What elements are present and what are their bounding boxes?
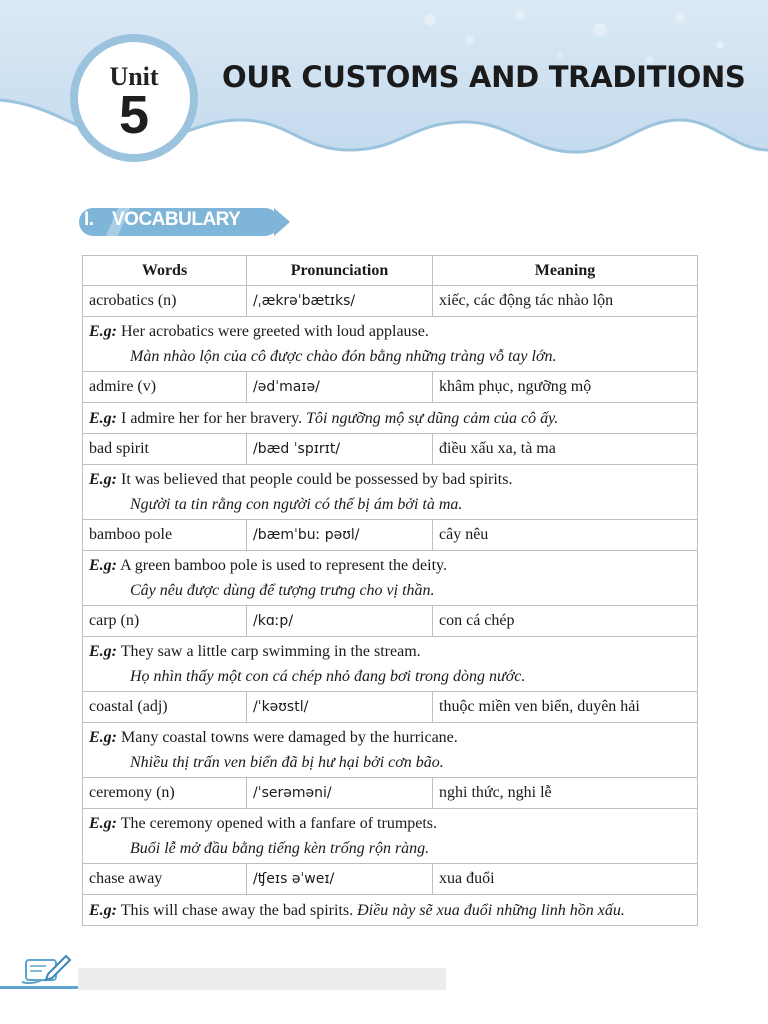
unit-number: 5 — [118, 85, 150, 145]
example-english: The ceremony opened with a fanfare of trumpets. — [120, 815, 438, 832]
footer-bar — [78, 968, 446, 990]
example-vietnamese: Buổi lễ mở đầu bằng tiếng kèn trống rộn ràng. — [130, 840, 430, 857]
table-row — [83, 520, 698, 551]
pronunciation-cell: /ʧeɪs əˈweɪ/ — [247, 864, 433, 895]
word-cell: coastal (adj) — [83, 692, 247, 723]
word-cell: carp (n) — [83, 606, 247, 637]
example-row — [83, 723, 698, 778]
example-vietnamese: Người ta tin rằng con người có thể bị ám bởi tà ma. — [130, 496, 463, 513]
meaning-cell: con cá chép — [433, 606, 698, 637]
pronunciation-cell: /ədˈmaɪə/ — [247, 372, 433, 403]
column-header-words: Words — [83, 256, 247, 286]
example-english: Her acrobatics were greeted with loud applause. — [121, 323, 429, 340]
example-vietnamese: Họ nhìn thấy một con cá chép nhỏ đang bơi trong dòng nước. — [130, 668, 526, 685]
table-row — [83, 286, 698, 317]
pronunciation-cell: /bæmˈbuː pəʊl/ — [247, 520, 433, 551]
column-header-pronunciation: Pronunciation — [247, 256, 433, 286]
example-english: This will chase away the bad spirits. — [120, 901, 354, 919]
example-cell — [83, 403, 698, 434]
example-english: A green bamboo pole is used to represent the deity. — [120, 557, 447, 574]
example-vietnamese: Màn nhào lộn của cô được chào đón bằng những tràng vỗ tay lớn. — [130, 348, 557, 365]
table-row — [83, 692, 698, 723]
pronunciation-cell: /ˌækrəˈbætɪks/ — [247, 286, 433, 317]
example-cell — [83, 895, 698, 926]
vocabulary-table — [82, 255, 698, 926]
meaning-cell: nghi thức, nghi lễ — [433, 778, 698, 809]
table-row — [83, 434, 698, 465]
pronunciation-cell: /bæd ˈspɪrɪt/ — [247, 434, 433, 465]
meaning-cell: điều xấu xa, tà ma — [433, 434, 698, 465]
example-vietnamese: Cây nêu được dùng để tượng trưng cho vị thần. — [130, 582, 435, 599]
unit-label: Unit — [109, 62, 159, 91]
table-row — [83, 606, 698, 637]
pronunciation-cell: /ˈkəʊstl/ — [247, 692, 433, 723]
example-label: E.g: — [89, 471, 117, 488]
example-label: E.g: — [89, 409, 117, 427]
pronunciation-cell: /kɑːp/ — [247, 606, 433, 637]
example-english: It was believed that people could be possessed by bad spirits. — [121, 471, 513, 488]
example-english: They saw a little carp swimming in the stream. — [120, 643, 421, 660]
section-title: VOCABULARY — [112, 209, 241, 230]
table-row — [83, 372, 698, 403]
word-cell: bamboo pole — [83, 520, 247, 551]
example-row — [83, 551, 698, 606]
example-vietnamese: Nhiều thị trấn ven biển đã bị hư hại bởi cơn bão. — [130, 754, 444, 771]
word-cell: acrobatics (n) — [83, 286, 247, 317]
word-cell: admire (v) — [83, 372, 247, 403]
word-cell: ceremony (n) — [83, 778, 247, 809]
pronunciation-cell: /ˈserəməni/ — [247, 778, 433, 809]
meaning-cell: cây nêu — [433, 520, 698, 551]
example-cell — [83, 551, 698, 606]
table-header-row — [83, 256, 698, 286]
example-label: E.g: — [89, 643, 117, 660]
example-label: E.g: — [89, 557, 117, 574]
example-english: I admire her for her bravery. — [121, 409, 303, 427]
example-row — [83, 895, 698, 926]
section-heading — [84, 209, 240, 231]
word-cell: chase away — [83, 864, 247, 895]
table-row — [83, 778, 698, 809]
section-number: I. — [84, 209, 94, 230]
example-cell — [83, 465, 698, 520]
example-label: E.g: — [89, 729, 117, 746]
example-vietnamese: Tôi ngưỡng mộ sự dũng cảm của cô ấy. — [306, 409, 559, 427]
word-cell: bad spirit — [83, 434, 247, 465]
example-cell — [83, 809, 698, 864]
unit-title: OUR CUSTOMS AND TRADITIONS — [222, 60, 746, 94]
example-row — [83, 465, 698, 520]
pencil-writing-icon — [18, 950, 74, 990]
example-cell — [83, 317, 698, 372]
example-english: Many coastal towns were damaged by the hurricane. — [121, 729, 458, 746]
meaning-cell: khâm phục, ngưỡng mộ — [433, 372, 698, 403]
example-cell — [83, 723, 698, 778]
example-label: E.g: — [89, 901, 117, 919]
table-row — [83, 864, 698, 895]
example-row — [83, 809, 698, 864]
example-vietnamese: Điều này sẽ xua đuổi những linh hồn xấu. — [357, 901, 625, 919]
meaning-cell: xua đuổi — [433, 864, 698, 895]
meaning-cell: xiếc, các động tác nhào lộn — [433, 286, 698, 317]
meaning-cell: thuộc miền ven biển, duyên hải — [433, 692, 698, 723]
example-row — [83, 637, 698, 692]
column-header-meaning: Meaning — [433, 256, 698, 286]
example-row — [83, 317, 698, 372]
example-cell — [83, 637, 698, 692]
example-label: E.g: — [89, 815, 117, 832]
example-row — [83, 403, 698, 434]
unit-badge — [70, 34, 198, 162]
example-label: E.g: — [89, 323, 117, 340]
